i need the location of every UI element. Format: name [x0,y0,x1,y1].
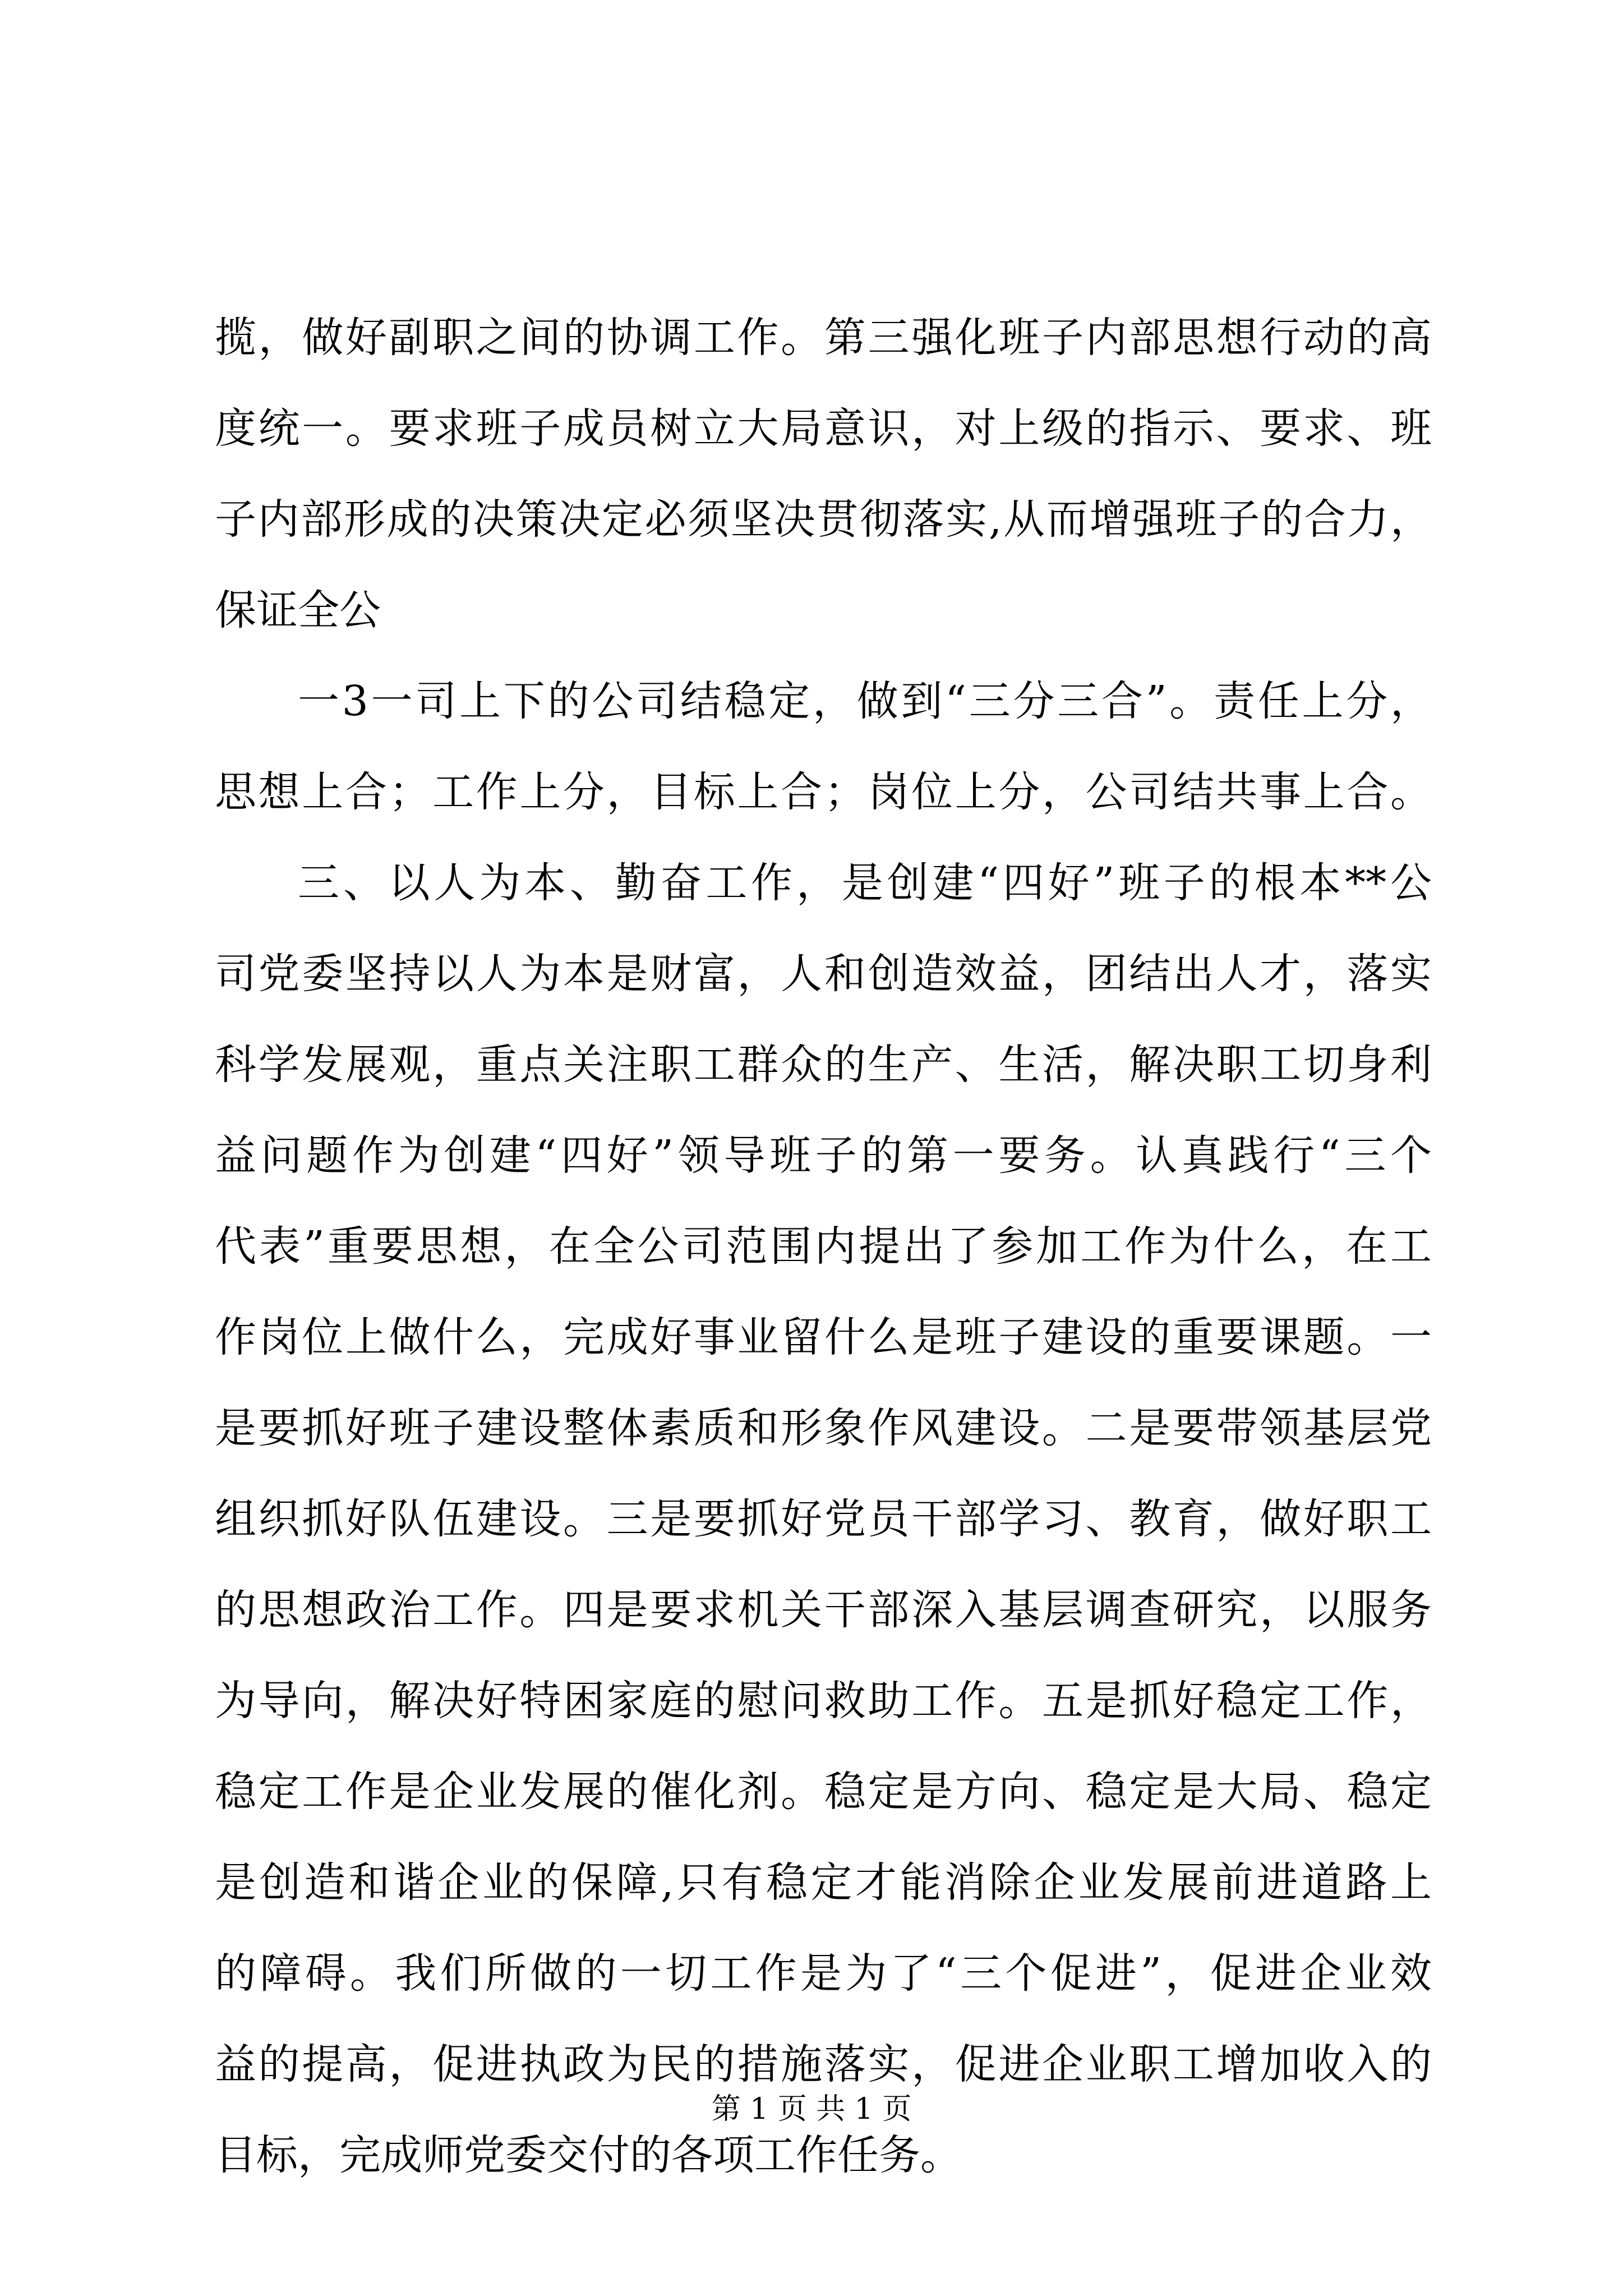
text-line: 子内部形成的决策决定必须坚决贯彻落实,从而增强班子的合力， [215,495,1432,544]
body-text [215,292,1432,2201]
text-line: 作岗位上做什么，完成好事业留什么是班子建设的重要课题。一 [215,1313,1432,1361]
text-line: 一3一司上下的公司结稳定，做到“三分三合”。责任上分， [298,677,1432,725]
text-line: 为导向，解决好特困家庭的慰问救助工作。五是抓好稳定工作， [215,1677,1432,1725]
text-line: 的障碍。我们所做的一切工作是为了“三个促进”，促进企业效 [215,1949,1432,1998]
text-line: 益问题作为创建“四好”领导班子的第一要务。认真践行“三个 [215,1131,1432,1180]
text-line: 益的提高，促进执政为民的措施落实，促进企业职工增加收入的 [215,2040,1432,2088]
text-line: 度统一。要求班子成员树立大局意识，对上级的指示、要求、班 [215,404,1432,453]
text-line: 是要抓好班子建设整体素质和形象作风建设。二是要带领基层党 [215,1404,1432,1452]
text-line: 保证全公 [215,586,381,634]
text-line: 目标，完成师党委交付的各项工作任务。 [215,2131,962,2179]
text-line: 司党委坚持以人为本是财富，人和创造效益，团结出人才，落实 [215,950,1432,998]
text-line: 三、以人为本、勤奋工作，是创建“四好”班子的根本**公 [298,859,1432,907]
text-line: 是创造和谐企业的保障,只有稳定才能消除企业发展前进道路上 [215,1858,1432,1907]
text-line: 思想上合；工作上分，目标上合；岗位上分，公司结共事上合。 [215,768,1432,816]
page-footer: 第 1 页 共 1 页 [711,2092,912,2126]
text-line: 组织抓好队伍建设。三是要抓好党员干部学习、教育，做好职工 [215,1495,1432,1543]
text-line: 揽，做好副职之间的协调工作。第三强化班子内部思想行动的高 [215,314,1432,362]
text-line: 稳定工作是企业发展的催化剂。稳定是方向、稳定是大局、稳定 [215,1768,1432,1816]
text-line: 科学发展观，重点关注职工群众的生产、生活，解决职工切身利 [215,1041,1432,1089]
text-line: 的思想政治工作。四是要求机关干部深入基层调查研究，以服务 [215,1586,1432,1634]
text-line: 代表”重要思想，在全公司范围内提出了参加工作为什么，在工 [215,1222,1432,1271]
